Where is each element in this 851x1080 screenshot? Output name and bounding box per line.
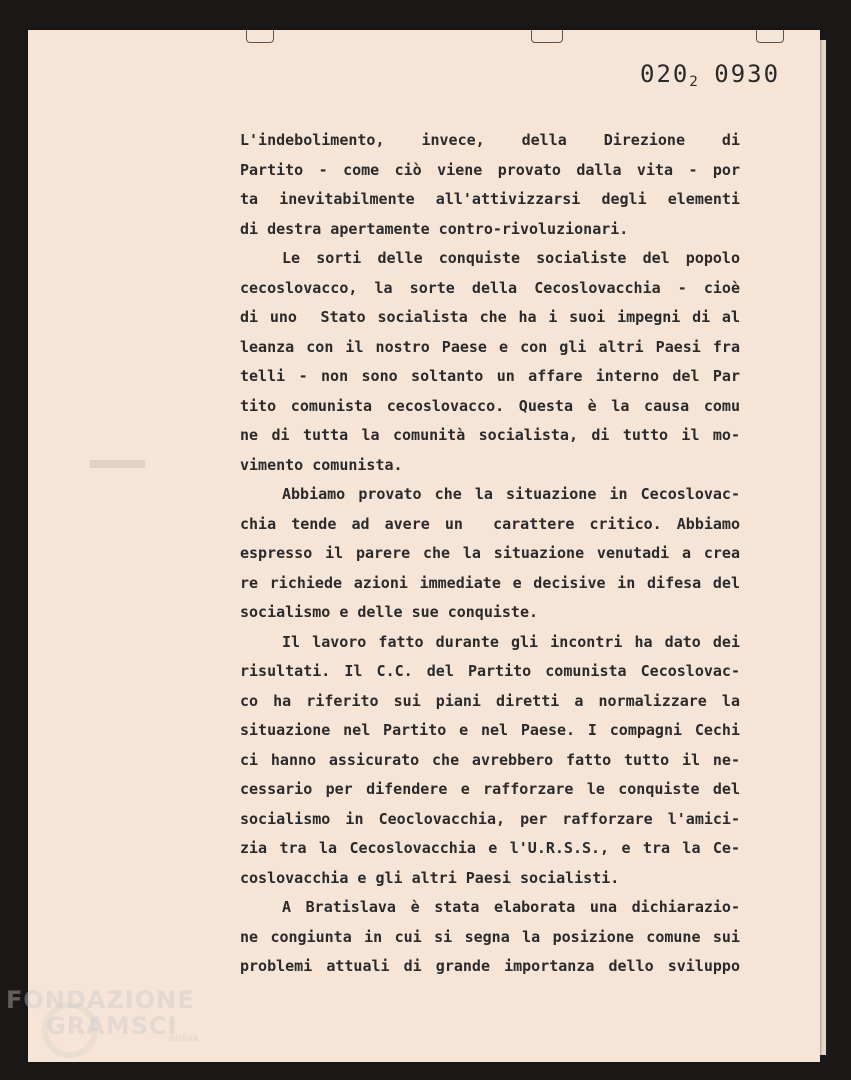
text-line: coslovacchia e gli altri Paesi socialisti. xyxy=(240,868,620,887)
staple-mark xyxy=(246,30,274,43)
text-line: zia tra la Cecoslovacchia e l'U.R.S.S., e tra la Ce- xyxy=(240,839,740,857)
text-line: socialismo e delle sue conquiste. xyxy=(240,603,539,621)
text-line: ne congiunta in cui si segna la posizione comune sui xyxy=(240,927,740,946)
paragraph xyxy=(240,126,740,244)
text-line: telli - non sono soltanto un affare interno del Par xyxy=(240,367,740,385)
text-line: risultati. Il C.C. del Partito comunista Cecoslovac- xyxy=(240,662,740,680)
text-line: problemi attuali di grande importanza dello sviluppo xyxy=(240,957,740,975)
text-line: cessario per difendere e rafforzare le conquiste del xyxy=(240,780,740,798)
text-line: Le sorti delle conquiste socialiste del popolo xyxy=(282,249,740,267)
text-line: ta inevitabilmente all'attivizzarsi degli elementi xyxy=(240,190,740,208)
staple-mark xyxy=(531,30,563,43)
text-line: espresso il parere che la situazione venutadi a crea xyxy=(240,544,740,562)
text-line: co ha riferito sui piani diretti a normalizzare la xyxy=(240,691,740,710)
watermark-line-2: GRAMSCI xyxy=(46,1012,178,1040)
typed-text-body xyxy=(240,126,740,982)
staple-mark xyxy=(756,30,784,43)
archive-number-main: 020 xyxy=(640,60,690,88)
text-line: Il lavoro fatto durante gli incontri ha dato dei xyxy=(282,632,740,651)
text-line: chia tende ad avere un carattere critico. Abbiamo xyxy=(240,514,740,533)
watermark-g-logo-icon xyxy=(42,1002,98,1058)
fondazione-gramsci-watermark xyxy=(6,988,199,1044)
paragraph xyxy=(240,480,740,628)
text-line: leanza con il nostro Paese e con gli altri Paesi fra xyxy=(240,337,740,356)
text-line: A Bratislava è stata elaborata una dichiarazio- xyxy=(282,898,740,916)
watermark-line-3: onlus xyxy=(168,1033,199,1044)
faded-stamp xyxy=(90,460,145,468)
archive-number xyxy=(640,60,780,90)
text-line: Partito - come ciò viene provato dalla vita - por xyxy=(240,160,740,179)
text-line: situazione nel Partito e nel Paese. I compagni Cechi xyxy=(240,721,740,739)
text-line: di destra apertamente contro-rivoluzionari. xyxy=(240,219,629,238)
text-line: L'indebolimento, invece, della Direzione di xyxy=(240,131,740,149)
text-line: di uno Stato socialista che ha i suoi impegni di al xyxy=(240,308,740,326)
text-line: socialismo in Ceoclovacchia, per rafforzare l'amici- xyxy=(240,809,740,828)
text-line: tito comunista cecoslovacco. Questa è la causa comu xyxy=(240,396,740,415)
archive-page-number: 0930 xyxy=(714,60,781,88)
text-line: ci hanno assicurato che avrebbero fatto tutto il ne- xyxy=(240,750,740,769)
paragraph xyxy=(240,244,740,480)
text-line: cecoslovacco, la sorte della Cecoslovacchia - cioè xyxy=(240,278,740,297)
text-line: re richiede azioni immediate e decisive in difesa del xyxy=(240,573,740,592)
text-line: ne di tutta la comunità socialista, di tutto il mo- xyxy=(240,426,740,444)
text-line: Abbiamo provato che la situazione in Cecoslovac- xyxy=(282,485,740,503)
archive-number-suffix: 2 xyxy=(689,74,698,90)
paragraph xyxy=(240,893,740,982)
document-page xyxy=(28,30,820,1062)
text-line: vimento comunista. xyxy=(240,455,403,474)
watermark-line-1: FONDAZIONE xyxy=(6,986,195,1014)
paragraph xyxy=(240,628,740,894)
